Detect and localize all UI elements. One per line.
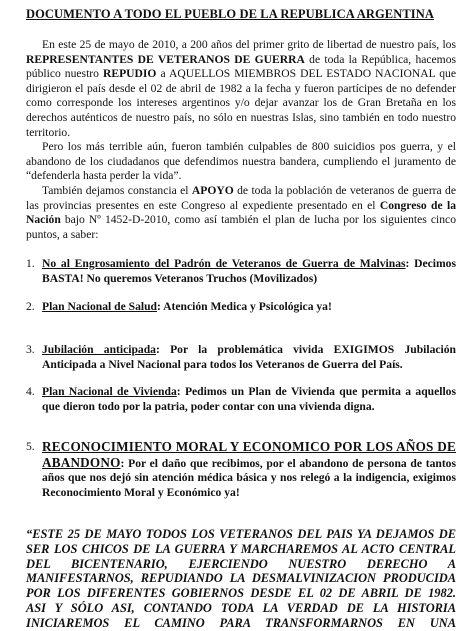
quote-line: ASI Y SÓLO ASI, CONTANDO TODA LA VERDAD DE LA HISTORIA bbox=[26, 600, 456, 615]
list-item-text bbox=[42, 343, 456, 372]
p2-text: Pero los más terrible aún, fueron también culpables de 800 suicidios pos guerra, y el abandono de los ciudadanos que defendimos nuestra bandera, cumpliendo el juramento de “defenderla hasta perder la vida”. bbox=[26, 140, 456, 183]
p3-bold-apoyo: APOYO bbox=[191, 184, 234, 197]
quote-line: INICIAREMOS EL CAMINO PARA TRANSFORMARNOS EN UNA bbox=[26, 615, 456, 630]
list-item-heading: Plan Nacional de Salud bbox=[42, 300, 157, 313]
quote-line: DEL BICENTENARIO, EJERCIENDO NUESTRO DERECHO A bbox=[26, 556, 456, 571]
closing-quote bbox=[26, 527, 456, 631]
p1-text-c: de toda la República, hacemos público nuestro bbox=[26, 52, 456, 81]
list-item-text bbox=[42, 440, 456, 500]
p1-text-a: En este 25 de mayo de 2010, a 200 años del primer grito de libertad de nuestro país, los bbox=[42, 38, 456, 51]
p3-text-c: de toda la población de veteranos de guerra de las provincias presentes en este Congreso al expediente presentado en el bbox=[26, 184, 457, 212]
paragraph-suicidios bbox=[26, 140, 456, 184]
list-item-padron bbox=[26, 257, 456, 286]
quote-line: “ESTE 25 DE MAYO TODOS LOS VETERANOS DEL PAIS YA DEJAMOS DE bbox=[26, 527, 456, 541]
quote-line: SER LOS CHICOS DE LA GUERRA Y MARCHAREMOS AL ACTO CENTRAL bbox=[26, 541, 456, 556]
list-item-text bbox=[42, 385, 456, 414]
p3-text-a: También dejamos constancia el bbox=[42, 184, 192, 197]
list-item-vivienda bbox=[26, 385, 456, 414]
quote-line: POR LOS DIFERENTES GOBIERNOS DESDE EL 02 DE ABRIL DE 1982. bbox=[26, 586, 456, 601]
paragraph-apoyo bbox=[26, 184, 456, 242]
document-title: DOCUMENTO A TODO EL PUEBLO DE LA REPUBLICA ARGENTINA bbox=[25, 7, 435, 21]
p3-text-e: bajo Nº 1452-D-2010, como así también el plan de lucha por los siguientes cinco puntos, a saber: bbox=[26, 213, 456, 241]
list-item-body: : Atención Medica y Psicológica ya! bbox=[157, 300, 332, 313]
list-number: 1. bbox=[26, 257, 35, 270]
list-number: 2. bbox=[26, 300, 35, 313]
list-item-heading: RECONOCIMIENTO MORAL Y ECONOMICO POR LOS AÑOS DE ABANDONO bbox=[42, 439, 456, 470]
list-item-body: : Pedimos un Plan de Vivienda que permita a aquellos que dieron todo por la patria, poder contar con una vivienda digna. bbox=[42, 385, 456, 413]
list-item-text bbox=[42, 257, 456, 286]
quote-line: MANIFESTARNOS, REPUDIANDO LA DESMALVINIZACION PRODUCIDA bbox=[26, 571, 456, 586]
list-item-body: : Por el daño que recibimos, por el abandono de persona de tantos años que nos dejó sin atención médica básica y nos relegó a la indigencia, exigimos Reconocimiento Moral y Económico ya! bbox=[42, 456, 456, 499]
list-item-heading: No al Engrosamiento del Padrón de Veteranos de Guerra de Malvinas bbox=[42, 257, 406, 270]
list-item-body: : Por la problemática vivida EXIGIMOS Jubilación Anticipada a Nivel Nacional para todos los Veteranos de Guerra del País. bbox=[42, 343, 456, 371]
p1-bold-representantes: REPRESENTANTES DE VETERANOS DE GUERRA bbox=[26, 52, 305, 66]
list-number: 4. bbox=[26, 385, 35, 398]
list-item-heading: Plan Nacional de Vivienda bbox=[42, 385, 177, 398]
list-item-heading: Jubilación anticipada bbox=[42, 343, 156, 356]
p3-bold-congreso: Congreso de la Nación bbox=[26, 198, 456, 227]
p1-text-e: a AQUELLOS MIEMBROS DEL ESTADO NACIONAL que dirigieron el país desde el 02 de abril de 1982 a la fecha y fueron partícipes de no defender como corresponde los intereses argentinos y/o dejar avanzar los de Gran Bretaña en los derechos auténticos de nuestro país, no sólo en nuestras Islas, sino también en todo nuestro territorio. bbox=[26, 67, 456, 139]
list-number: 5. bbox=[26, 440, 35, 453]
list-item-body: : Decimos BASTA! No queremos Veteranos Truchos (Movilizados) bbox=[42, 257, 456, 285]
list-item-salud bbox=[26, 300, 456, 315]
list-item-reconocimiento bbox=[26, 440, 456, 500]
list-item-text bbox=[42, 300, 456, 315]
list-item-jubilacion bbox=[26, 343, 456, 372]
list-number: 3. bbox=[26, 343, 35, 356]
paragraph-repudio bbox=[26, 38, 456, 140]
p1-bold-repudio: REPUDIO bbox=[102, 67, 157, 81]
